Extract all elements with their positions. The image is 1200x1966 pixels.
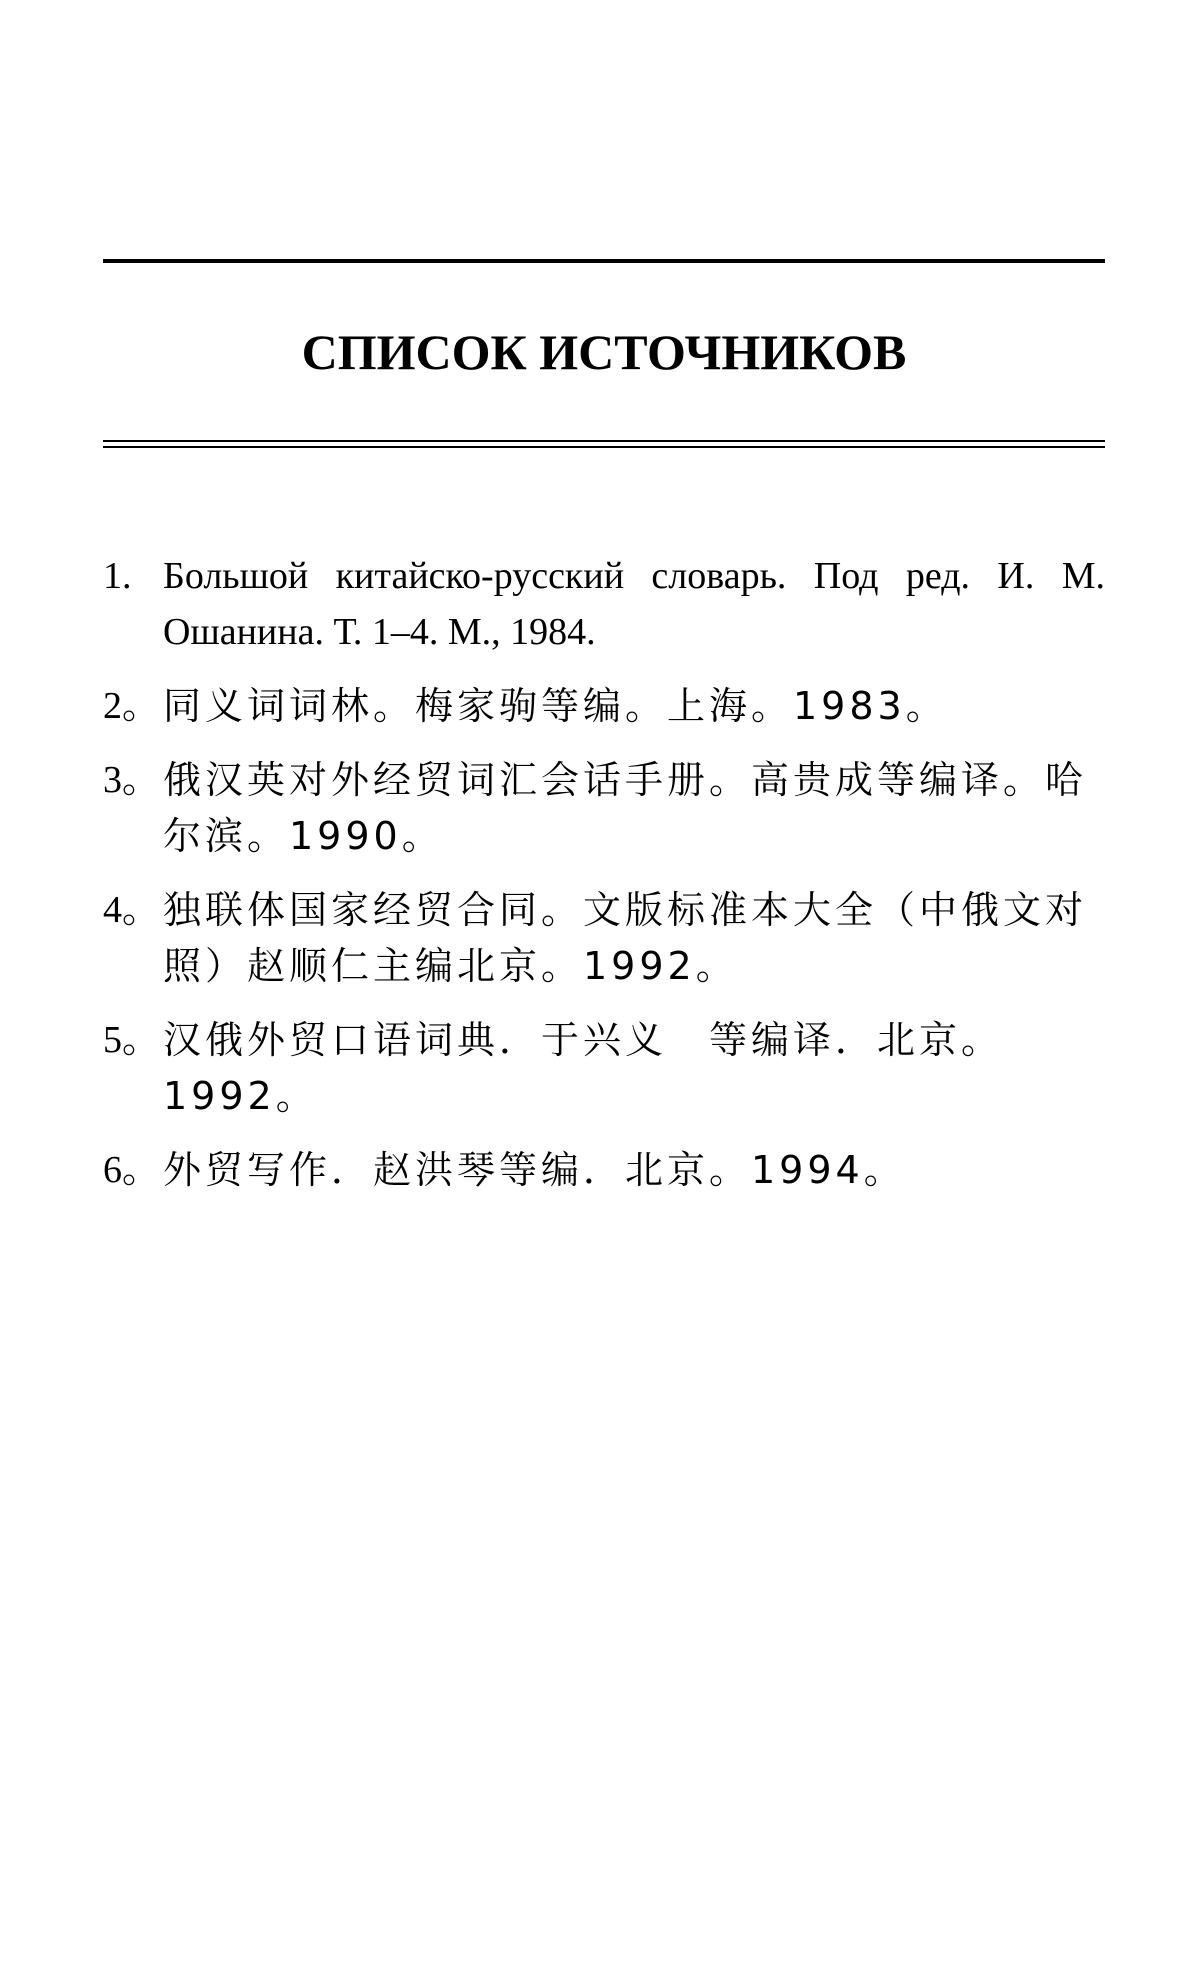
source-number: 1.	[103, 555, 132, 597]
source-text: 外贸写作．赵洪琴等编．北京。1994。	[163, 1148, 906, 1192]
source-item-2	[103, 678, 1105, 734]
source-text: 独联体国家经贸合同。文版标准本大全（中俄文对照）赵顺仁主编北京。1992。	[163, 888, 1088, 988]
source-item-1	[103, 548, 1105, 660]
source-number: 4。	[103, 889, 161, 931]
source-item-4	[103, 882, 1105, 994]
bottom-double-rule-lower	[103, 446, 1105, 448]
source-text: 汉俄外贸口语词典．于兴义 等编译．北京。1992。	[163, 1018, 1004, 1118]
source-item-3	[103, 752, 1105, 864]
top-rule	[103, 259, 1105, 263]
page-title: СПИСОК ИСТОЧНИКОВ	[301, 324, 907, 380]
source-text: Большой китайско-русский словарь. Под ред. И. М. Ошанина. Т. 1–4. М., 1984.	[163, 555, 1105, 653]
source-number: 2。	[103, 685, 161, 727]
source-item-6	[103, 1142, 1105, 1198]
sources-list	[103, 548, 1105, 1216]
source-text: 俄汉英对外经贸词汇会话手册。高贵成等编译。哈尔滨。1990。	[163, 758, 1088, 858]
source-number: 6。	[103, 1149, 161, 1191]
source-number: 5。	[103, 1019, 161, 1061]
source-item-5	[103, 1012, 1105, 1124]
source-number: 3。	[103, 759, 161, 801]
bottom-double-rule-upper	[103, 440, 1105, 442]
source-text: 同义词词林。梅家驹等编。上海。1983。	[163, 684, 948, 728]
